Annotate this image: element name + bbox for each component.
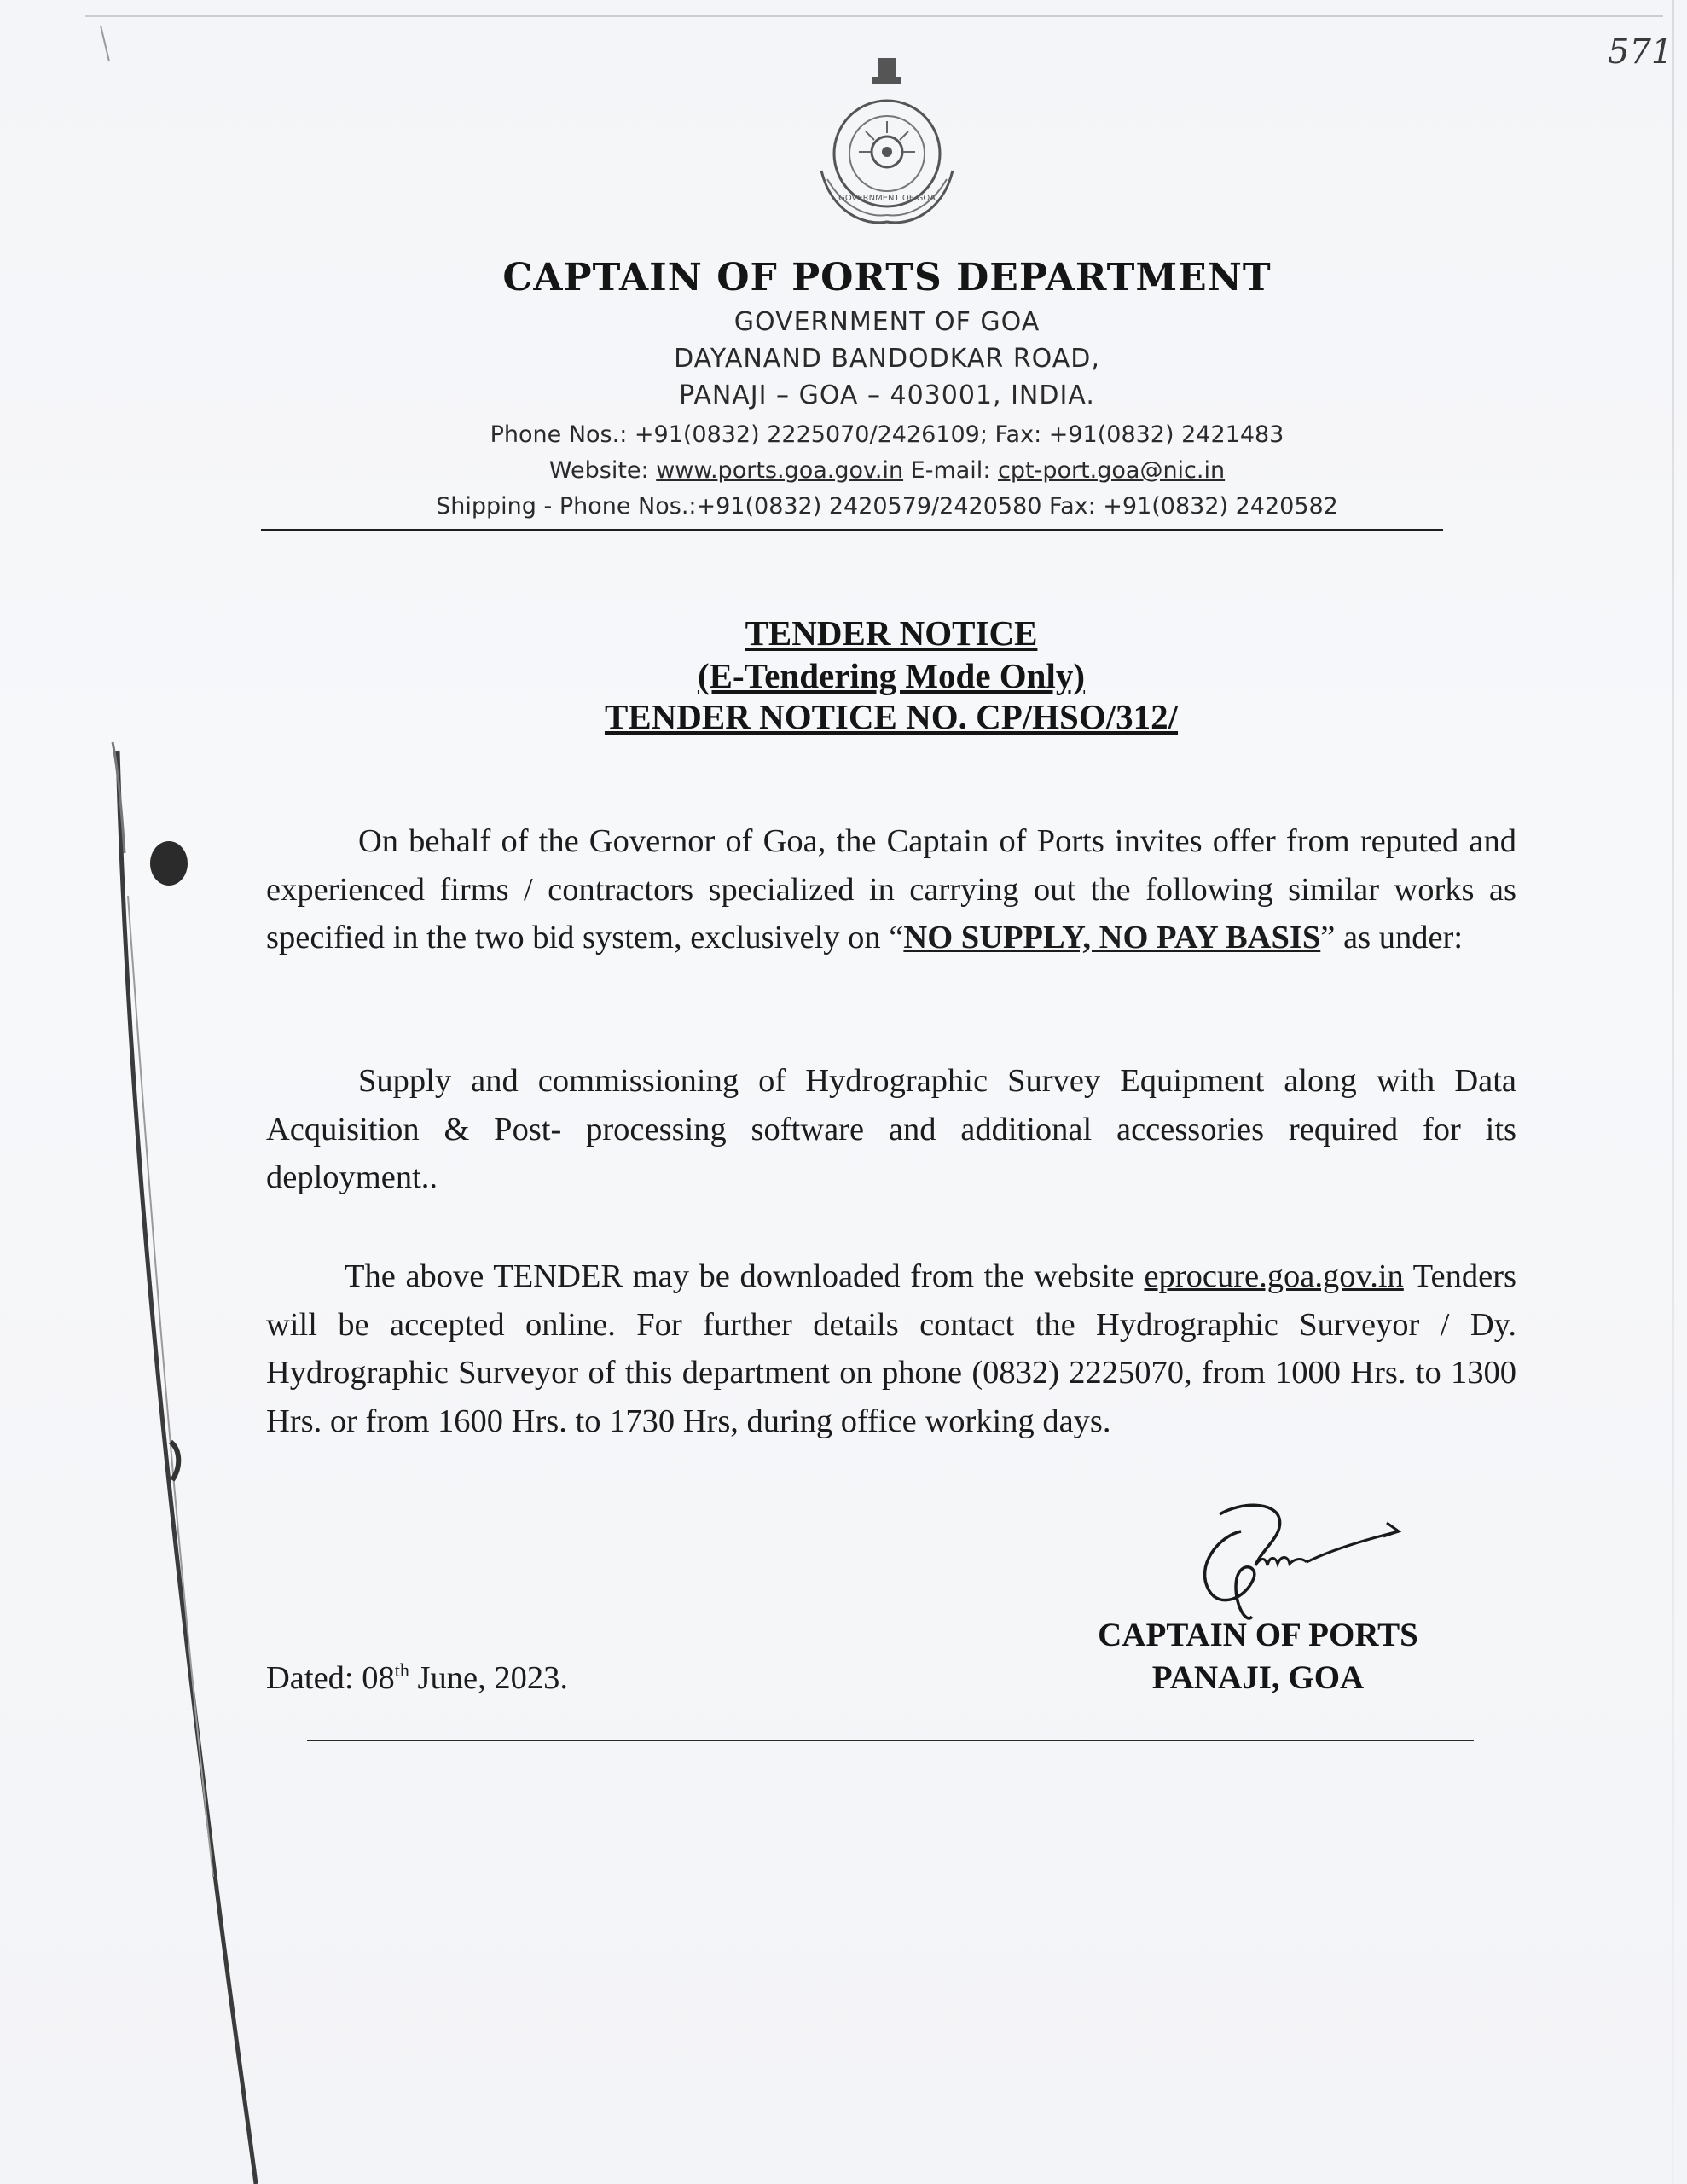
email-link[interactable]: cpt-port.goa@nic.in <box>998 457 1226 484</box>
download-info-rest: Tenders will be accepted online. For further details contact the Hydrographic Surveyor / Dy. Hydrographic Surveyor of this department on phone (0832) 2225070, from 1000 Hrs. to 1300 Hrs. or from 1600 Hrs. to 1730 Hrs, during office working days. <box>266 1258 1516 1439</box>
letterhead-phone-line: Phone Nos.: +91(0832) 2225070/2426109; Fax: +91(0832) 2421483 <box>490 421 1284 448</box>
email-label: E-mail: <box>903 457 998 484</box>
date-rest: June, 2023. <box>409 1660 568 1696</box>
footer-divider <box>307 1740 1474 1741</box>
website-label: Website: <box>548 457 657 484</box>
letterhead-line-road: DAYANAND BANDODKAR ROAD, <box>674 344 1100 374</box>
eprocure-link[interactable]: eprocure.goa.gov.in <box>1144 1258 1404 1294</box>
paragraph-invitation-tail: ” as under: <box>1320 920 1464 956</box>
letterhead-divider <box>261 529 1443 531</box>
notice-date <box>266 1659 863 1697</box>
page-number: 571 <box>1608 32 1673 72</box>
signatory-location: PANAJI, GOA <box>1151 1659 1365 1696</box>
website-link[interactable]: www.ports.goa.gov.in <box>656 457 904 484</box>
work-description-text: Supply and commissioning of Hydrographic Survey Equipment along with Data Acquisition & Post- processing software and additional accessories required for its deployment.. <box>266 1063 1516 1195</box>
letterhead-shipping-line: Shipping - Phone Nos.:+91(0832) 2420579/2420580 Fax: +91(0832) 2420582 <box>436 493 1338 520</box>
paragraph-work-description <box>266 1057 1516 1202</box>
paragraph-invitation-text: On behalf of the Governor of Goa, the Captain of Ports invites offer from reputed and experienced firms / contractors specialized in carrying out the following similar works as specified in the two bid system, exclusively on “ <box>266 823 1516 956</box>
letterhead-web-line <box>256 457 1518 484</box>
paragraph-invitation <box>266 817 1516 962</box>
svg-text:GOVERNMENT OF GOA: GOVERNMENT OF GOA <box>838 194 936 203</box>
download-info-lead: The above TENDER may be downloaded from the website <box>345 1258 1145 1294</box>
date-ordinal-suffix: th <box>394 1659 409 1682</box>
notice-mode: (E-Tendering Mode Only) <box>697 656 1086 695</box>
signatory-title: CAPTAIN OF PORTS <box>1098 1617 1418 1653</box>
no-supply-no-pay-emphasis: NO SUPPLY, NO PAY BASIS <box>903 920 1321 956</box>
handwritten-signature <box>1160 1497 1407 1625</box>
date-prefix: Dated: 08 <box>266 1660 395 1696</box>
notice-heading: TENDER NOTICE <box>745 613 1038 653</box>
letterhead-line-government: GOVERNMENT OF GOA <box>733 307 1041 337</box>
government-of-goa-emblem-icon <box>797 51 977 247</box>
scan-edge-right <box>1672 0 1674 2184</box>
letterhead-line-city: PANAJI – GOA – 403001, INDIA. <box>679 380 1095 410</box>
department-title: CAPTAIN OF PORTS DEPARTMENT <box>502 256 1272 299</box>
paragraph-download-info <box>266 1252 1516 1445</box>
notice-number: TENDER NOTICE NO. CP/HSO/312/ <box>604 697 1179 736</box>
